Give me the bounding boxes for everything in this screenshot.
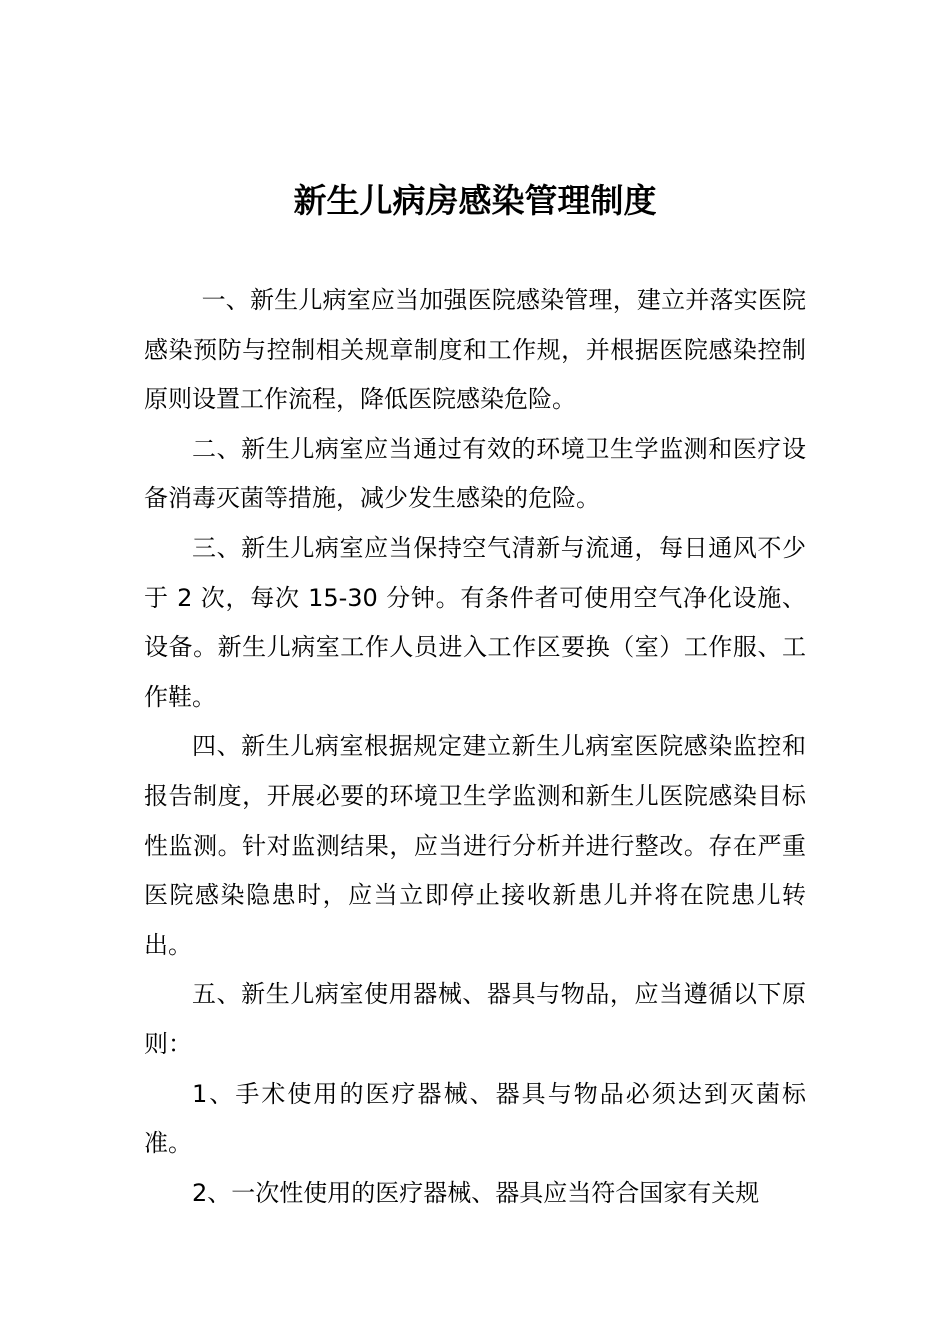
document-title: 新生儿病房感染管理制度 (293, 181, 657, 220)
paragraph-5: 五、新生儿病室使用器械、器具与物品，应当遵循以下原则： (144, 980, 806, 1058)
paragraph-7: 2、一次性使用的医疗器械、器具应当符合国家有关规 (192, 1178, 760, 1207)
paragraph-4: 四、新生儿病室根据规定建立新生儿病室医院感染监控和报告制度，开展必要的环境卫生学监测和新生儿医院感染目标性监测。针对监测结果，应当进行分析并进行整改。存在严重医院感染隐患时，应当立即停止接收新患儿并将在院患儿转出。 (144, 732, 806, 959)
paragraph-3: 三、新生儿病室应当保持空气清新与流通，每日通风不少于 2 次，每次 15-30 分钟。有条件者可使用空气净化设施、设备。新生儿病室工作人员进入工作区要换（室）工作服、工作鞋。 (144, 533, 806, 711)
document-body (144, 276, 806, 1218)
paragraph-2: 二、新生儿病室应当通过有效的环境卫生学监测和医疗设备消毒灭菌等措施，减少发生感染的危险。 (144, 434, 806, 513)
paragraph-6: 1、手术使用的医疗器械、器具与物品必须达到灭菌标准。 (144, 1079, 806, 1158)
paragraph-1: 一、新生儿病室应当加强医院感染管理，建立并落实医院感染预防与控制相关规章制度和工作规，并根据医院感染控制原则设置工作流程，降低医院感染危险。 (144, 286, 806, 414)
